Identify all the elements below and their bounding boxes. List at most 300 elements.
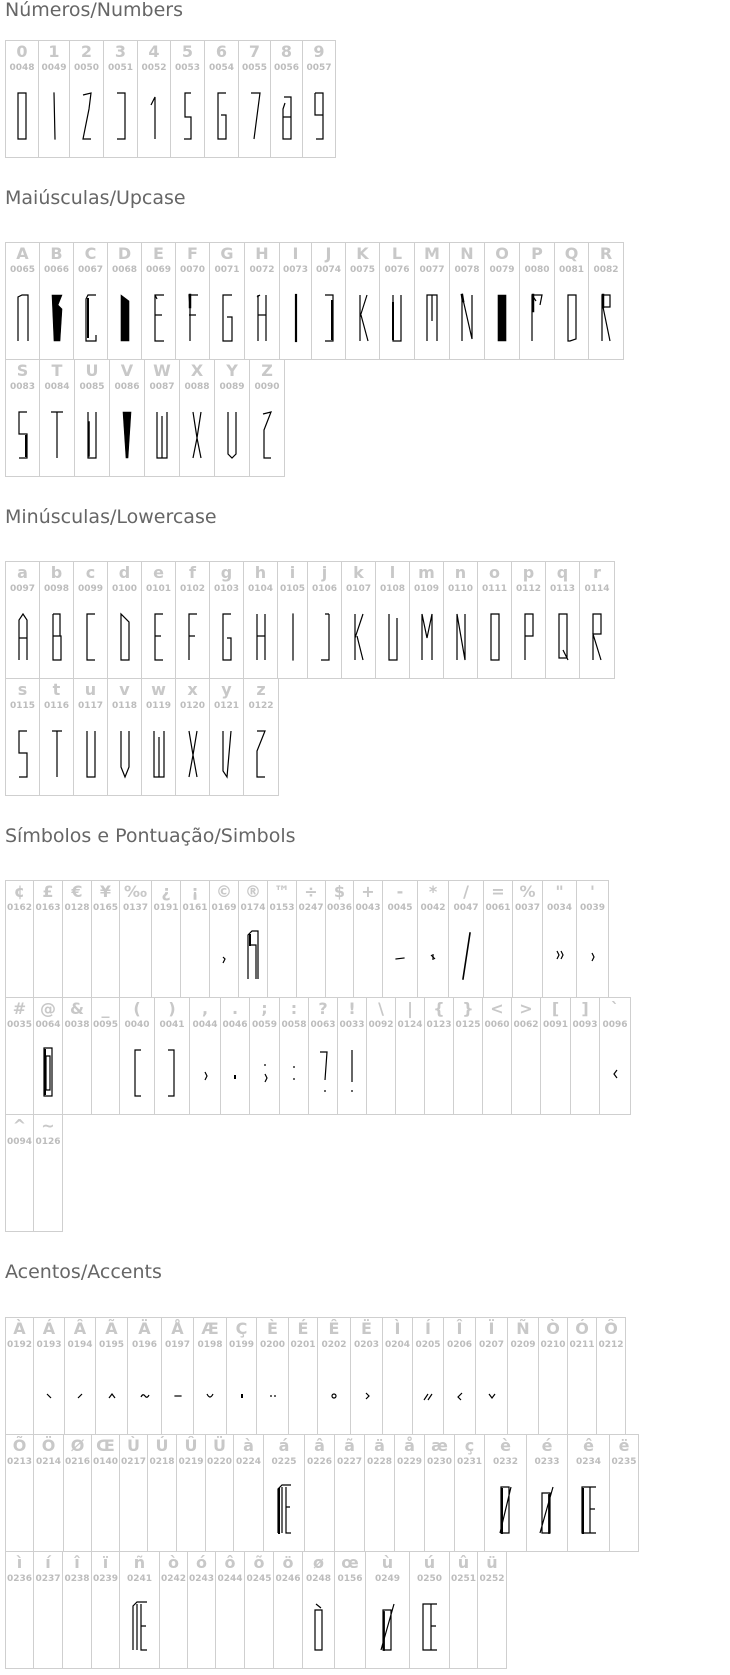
glyph-cell [540, 997, 571, 1115]
section-title: Símbolos e Pontuação/Simbols [5, 825, 296, 847]
char-label: R [599, 244, 613, 263]
char-code: 0112 [515, 584, 542, 594]
glyph-preview-icon [33, 1046, 63, 1100]
glyph-cell [154, 997, 190, 1115]
char-code: 0218 [149, 1457, 175, 1467]
char-label: ( [133, 999, 141, 1018]
char-code: 0128 [64, 903, 90, 913]
char-label: Î [456, 1319, 463, 1338]
glyph-cell [5, 997, 34, 1115]
char-code: 0091 [542, 1020, 569, 1030]
glyph-preview-icon [173, 89, 203, 143]
char-label: ' [590, 882, 595, 901]
glyph-preview-icon [304, 89, 334, 143]
glyph-preview-icon [344, 610, 374, 664]
glyph-cell [263, 1434, 305, 1552]
char-label: ^ [12, 1116, 27, 1135]
glyph-preview-icon [574, 1483, 604, 1537]
char-label: 5 [181, 42, 194, 61]
char-label: u [84, 680, 97, 699]
char-label: æ [431, 1436, 448, 1455]
glyph-cell [180, 880, 210, 998]
char-label: w [151, 680, 166, 699]
glyph-preview-icon [378, 610, 408, 664]
glyph-preview-icon [125, 1600, 155, 1654]
char-code: 0070 [179, 265, 206, 275]
glyph-preview-icon [110, 610, 140, 664]
char-code: 0085 [79, 382, 105, 392]
char-code: 0245 [246, 1574, 272, 1584]
glyph-preview-icon [130, 1366, 160, 1420]
glyph-cell [296, 880, 326, 998]
char-code: 0107 [345, 584, 372, 594]
char-code: 0252 [479, 1574, 505, 1584]
char-code: 0239 [92, 1574, 119, 1584]
char-code: 0242 [160, 1574, 187, 1584]
glyph-preview-icon [278, 610, 308, 664]
char-label: v [119, 680, 130, 699]
glyph-row [5, 1434, 638, 1552]
char-code: 0061 [485, 903, 511, 913]
glyph-preview-icon [112, 408, 142, 462]
glyph-cell [526, 1434, 568, 1552]
glyph-cell [477, 561, 512, 679]
char-code: 0122 [248, 701, 274, 711]
char-code: 0237 [35, 1574, 61, 1584]
glyph-cell [209, 242, 245, 360]
glyph-cell [545, 561, 580, 679]
glyph-grid [5, 880, 630, 1231]
char-label: * [428, 882, 438, 901]
char-code: 0251 [450, 1574, 477, 1584]
char-label: Ó [575, 1319, 589, 1338]
char-code: 0034 [546, 903, 573, 913]
char-code: 0053 [174, 63, 201, 73]
glyph-cell [5, 1551, 34, 1669]
char-label: Ö [41, 1436, 56, 1455]
char-label: c [85, 563, 96, 582]
char-label: . [231, 999, 239, 1018]
glyph-preview-icon [246, 727, 276, 781]
char-code: 0248 [305, 1574, 332, 1584]
glyph-cell [511, 561, 546, 679]
glyph-cell [270, 40, 303, 158]
char-code: 0105 [279, 584, 306, 594]
char-code: 0072 [249, 265, 275, 275]
char-label: ÷ [304, 882, 318, 901]
glyph-cell [454, 1434, 485, 1552]
glyph-cell [365, 1551, 410, 1669]
char-label: P [531, 244, 543, 263]
glyph-cell [74, 359, 110, 477]
char-code: 0065 [9, 265, 36, 275]
char-label: y [221, 680, 232, 699]
glyph-preview-icon [227, 1366, 257, 1420]
glyph-preview-icon [308, 1046, 338, 1100]
glyph-cell [484, 242, 520, 360]
section-title: Acentos/Accents [5, 1261, 162, 1283]
char-code: 0035 [6, 1020, 33, 1030]
char-code: 0220 [206, 1457, 233, 1467]
glyph-preview-icon [190, 1046, 220, 1100]
char-label: Y [226, 361, 238, 380]
char-label: ù [381, 1553, 394, 1572]
char-label: Û [184, 1436, 198, 1455]
char-label: è [500, 1436, 511, 1455]
glyph-grid [5, 1317, 638, 1668]
char-code: 0055 [241, 63, 268, 73]
glyph-cell [5, 880, 34, 998]
glyph-grid [5, 40, 335, 157]
glyph-cell [73, 678, 108, 796]
glyph-preview-icon [373, 1600, 403, 1654]
char-label: - [396, 882, 404, 901]
char-label: Â [73, 1319, 87, 1338]
char-label: @ [40, 999, 56, 1018]
char-code: 0103 [213, 584, 240, 594]
char-label: ] [581, 999, 589, 1018]
glyph-cell [137, 40, 171, 158]
char-label: e [153, 563, 164, 582]
char-code: 0057 [306, 63, 332, 73]
char-code: 0040 [124, 1020, 150, 1030]
char-label: # [12, 999, 27, 1018]
glyph-preview-icon [319, 1366, 349, 1420]
char-code: 0153 [269, 903, 295, 913]
char-label: l [389, 563, 396, 582]
char-label: ` [611, 999, 619, 1018]
char-label: G [220, 244, 234, 263]
glyph-cell [375, 561, 410, 679]
char-label: Ü [213, 1436, 226, 1455]
char-label: é [541, 1436, 553, 1455]
char-label: ö [282, 1553, 294, 1572]
glyph-preview-icon [545, 929, 575, 983]
glyph-preview-icon [418, 929, 448, 983]
glyph-preview-icon [582, 610, 612, 664]
char-code: 0094 [6, 1137, 33, 1147]
glyph-preview-icon [352, 1366, 382, 1420]
char-code: 0137 [122, 903, 149, 913]
glyph-row [5, 359, 623, 477]
char-code: 0097 [9, 584, 36, 594]
char-code: 0204 [384, 1340, 411, 1350]
section-title: Números/Numbers [5, 0, 183, 21]
glyph-cell [448, 880, 484, 998]
glyph-cell [424, 997, 454, 1115]
char-code: 0241 [126, 1574, 153, 1584]
glyph-preview-icon [212, 610, 242, 664]
char-label: î [74, 1553, 80, 1572]
char-code: 0121 [213, 701, 240, 711]
char-label: œ [341, 1553, 359, 1572]
char-label: Ë [361, 1319, 372, 1338]
char-code: 0086 [114, 382, 140, 392]
char-code: 0101 [145, 584, 172, 594]
char-code: 0236 [6, 1574, 33, 1584]
char-label: Ñ [516, 1319, 530, 1338]
glyph-cell [511, 997, 541, 1115]
char-label: ï [102, 1553, 109, 1572]
glyph-preview-icon [157, 1046, 187, 1100]
char-code: 0211 [569, 1340, 595, 1350]
glyph-preview-icon [97, 1366, 127, 1420]
char-label: 0 [16, 42, 28, 61]
char-label: ™ [274, 882, 290, 901]
char-code: 0058 [281, 1020, 307, 1030]
char-label: ® [245, 882, 261, 901]
char-label: Œ [96, 1436, 115, 1455]
char-label: [ [551, 999, 560, 1018]
glyph-preview-icon [413, 1366, 443, 1420]
glyph-cell [512, 880, 543, 998]
char-label: " [555, 882, 564, 901]
char-code: 0102 [179, 584, 206, 594]
glyph-cell [366, 997, 396, 1115]
char-label: ¿ [161, 882, 171, 901]
char-label: D [117, 244, 132, 263]
char-label: r [593, 563, 601, 582]
char-label: 7 [248, 42, 261, 61]
glyph-preview-icon [122, 1046, 152, 1100]
char-label: ô [224, 1553, 236, 1572]
glyph-grid [5, 561, 614, 795]
char-label: , [201, 999, 209, 1018]
char-code: 0110 [447, 584, 474, 594]
glyph-grid [5, 242, 623, 476]
char-label: © [216, 882, 232, 901]
char-code: 0163 [35, 903, 61, 913]
char-label: N [460, 244, 474, 263]
char-code: 0090 [254, 382, 280, 392]
char-code: 0230 [426, 1457, 453, 1467]
glyph-preview-icon [532, 1483, 562, 1537]
glyph-cell [417, 880, 449, 998]
char-label: ç [464, 1436, 475, 1455]
glyph-cell [414, 242, 450, 360]
glyph-preview-icon [446, 610, 476, 664]
glyph-cell [244, 1551, 274, 1669]
glyph-preview-icon [42, 610, 72, 664]
glyph-cell [394, 1434, 425, 1552]
char-label: ? [318, 999, 328, 1018]
char-label: 4 [148, 42, 160, 61]
glyph-cell [576, 880, 609, 998]
char-code: 0126 [35, 1137, 61, 1147]
glyph-cell [175, 678, 210, 796]
glyph-preview-icon [110, 727, 140, 781]
char-code: 0169 [211, 903, 237, 913]
char-code: 0089 [219, 382, 245, 392]
glyph-cell [73, 561, 108, 679]
section-title: Maiúsculas/Upcase [5, 187, 186, 209]
glyph-preview-icon [77, 408, 107, 462]
char-label: ë [618, 1436, 630, 1455]
char-label: d [118, 563, 131, 582]
char-label: ó [196, 1553, 207, 1572]
char-label: & [70, 999, 84, 1018]
glyph-cell [5, 359, 40, 477]
glyph-preview-icon [246, 610, 276, 664]
char-code: 0087 [149, 382, 175, 392]
char-label: í [45, 1553, 51, 1572]
glyph-cell [567, 1434, 610, 1552]
char-code: 0045 [387, 903, 413, 913]
glyph-cell [38, 40, 70, 158]
glyph-cell [244, 242, 280, 360]
char-label: $ [333, 882, 346, 901]
glyph-preview-icon [348, 291, 378, 345]
char-code: 0076 [384, 265, 410, 275]
glyph-preview-icon [412, 610, 442, 664]
glyph-preview-icon [42, 408, 72, 462]
glyph-cell [107, 242, 142, 360]
glyph-cell [449, 1551, 478, 1669]
glyph-row [5, 561, 614, 679]
char-code: 0074 [315, 265, 342, 275]
char-code: 0066 [43, 265, 70, 275]
glyph-cell [215, 1551, 245, 1669]
glyph-cell [147, 1434, 177, 1552]
char-code: 0235 [611, 1457, 637, 1467]
glyph-cell [311, 242, 346, 360]
glyph-preview-icon [557, 291, 587, 345]
glyph-preview-icon [212, 291, 242, 345]
char-code: 0213 [6, 1457, 33, 1467]
glyph-cell [141, 242, 176, 360]
char-code: 0228 [366, 1457, 393, 1467]
glyph-cell [179, 359, 215, 477]
char-code: 0068 [111, 265, 138, 275]
glyph-preview-icon [247, 291, 277, 345]
char-code: 0084 [44, 382, 70, 392]
glyph-cell [175, 561, 210, 679]
char-code: 0099 [77, 584, 104, 594]
glyph-preview-icon [314, 291, 344, 345]
char-code: 0246 [275, 1574, 301, 1584]
char-label: Ô [604, 1319, 618, 1338]
glyph-preview-icon [144, 727, 174, 781]
char-label: Á [42, 1319, 56, 1338]
char-code: 0247 [298, 903, 324, 913]
glyph-cell [382, 880, 418, 998]
char-label: ~ [41, 1116, 55, 1135]
char-label: : [290, 999, 298, 1018]
char-code: 0042 [420, 903, 446, 913]
glyph-cell [249, 997, 280, 1115]
char-code: 0079 [489, 265, 515, 275]
char-code: 0047 [453, 903, 479, 913]
char-label: ú [423, 1553, 436, 1572]
glyph-preview-icon [452, 291, 482, 345]
glyph-cell [364, 1434, 395, 1552]
glyph-preview-icon [209, 929, 239, 983]
glyph-cell [119, 997, 155, 1115]
char-label: W [153, 361, 171, 380]
glyph-preview-icon [337, 1046, 367, 1100]
char-label: Z [261, 361, 273, 380]
char-code: 0054 [208, 63, 235, 73]
glyph-row [5, 242, 623, 360]
char-code: 0083 [9, 382, 36, 392]
glyph-preview-icon [178, 610, 208, 664]
char-label: ì [16, 1553, 23, 1572]
glyph-cell [209, 880, 239, 998]
char-label: Ä [138, 1319, 151, 1338]
char-label: H [255, 244, 269, 263]
char-code: 0071 [214, 265, 240, 275]
glyph-cell [109, 359, 145, 477]
glyph-preview-icon [310, 610, 340, 664]
char-code: 0098 [43, 584, 70, 594]
glyph-cell [475, 1317, 508, 1435]
glyph-cell [62, 880, 92, 998]
char-label: ü [486, 1553, 498, 1572]
glyph-cell [33, 997, 63, 1115]
char-code: 0116 [43, 701, 70, 711]
glyph-cell [307, 561, 342, 679]
glyph-preview-icon [548, 610, 578, 664]
char-code: 0243 [188, 1574, 215, 1584]
char-code: 0046 [222, 1020, 248, 1030]
glyph-preview-icon [258, 1366, 288, 1420]
glyph-cell [187, 1551, 216, 1669]
glyph-cell [424, 1434, 455, 1552]
char-label: x [187, 680, 198, 699]
glyph-cell [39, 242, 74, 360]
glyph-preview-icon [72, 89, 102, 143]
glyph-cell [482, 997, 512, 1115]
char-label: € [71, 882, 83, 901]
glyph-row [5, 880, 630, 998]
char-label: ò [168, 1553, 179, 1572]
char-code: 0219 [178, 1457, 204, 1467]
glyph-preview-icon [240, 89, 270, 143]
char-code: 0162 [6, 903, 33, 913]
glyph-cell [39, 678, 74, 796]
char-label: s [17, 680, 28, 699]
glyph-cell [141, 561, 176, 679]
glyph-cell [449, 242, 485, 360]
char-code: 0096 [602, 1020, 628, 1030]
char-label: õ [253, 1553, 265, 1572]
char-label: ) [168, 999, 176, 1018]
glyph-cell [596, 1317, 626, 1435]
char-code: 0050 [73, 63, 100, 73]
glyph-preview-icon [207, 89, 237, 143]
glyph-preview-icon [578, 929, 608, 983]
char-code: 0113 [549, 584, 576, 594]
char-code: 0062 [513, 1020, 539, 1030]
glyph-cell [161, 1317, 194, 1435]
char-code: 0217 [120, 1457, 147, 1467]
glyph-row [5, 1317, 638, 1435]
char-label: Õ [12, 1436, 27, 1455]
char-code: 0111 [481, 584, 508, 594]
glyph-cell [39, 359, 75, 477]
char-label: 9 [313, 42, 325, 61]
char-code: 0067 [77, 265, 104, 275]
glyph-cell [91, 997, 120, 1115]
glyph-cell [279, 242, 312, 360]
char-code: 0043 [355, 903, 381, 913]
glyph-preview-icon [34, 1366, 64, 1420]
glyph-cell [382, 1317, 413, 1435]
glyph-cell [5, 1434, 34, 1552]
glyph-cell [353, 880, 383, 998]
char-label: S [16, 361, 29, 380]
glyph-cell [33, 1551, 63, 1669]
